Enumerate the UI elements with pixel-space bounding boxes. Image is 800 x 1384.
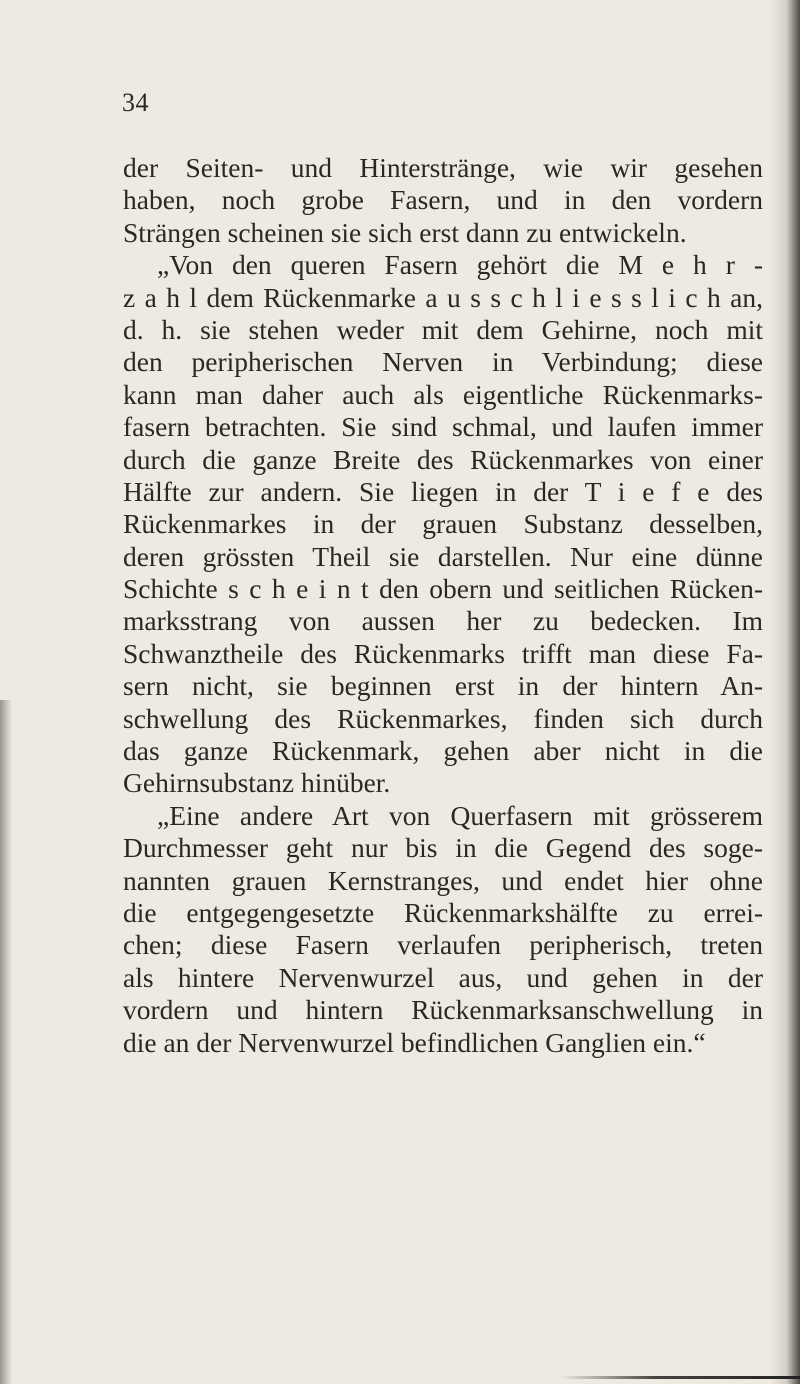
text-line: deren grössten Theil sie darstellen. Nur eine dünne	[123, 540, 763, 572]
text-line: Strängen scheinen sie sich erst dann zu entwickeln.	[123, 216, 687, 248]
text-line: fasern betrachten. Sie sind schmal, und laufen immer	[123, 411, 763, 443]
text-line: Schichte s c h e i n t den obern und seitlichen Rücken-	[123, 573, 763, 605]
page-edge-bottom	[560, 1376, 800, 1379]
text-line: marksstrang von aussen her zu bedecken. Im	[123, 605, 763, 637]
text-line: die an der Nervenwurzel befindlichen Ganglien ein.“	[123, 1026, 706, 1058]
text-line: durch die ganze Breite des Rückenmarkes von einer	[123, 443, 763, 475]
text-line: sern nicht, sie beginnen erst in der hintern An-	[123, 670, 763, 702]
text-line: schwellung des Rückenmarkes, finden sich durch	[123, 702, 763, 734]
text-line: vordern und hintern Rückenmarksanschwellung in	[123, 994, 763, 1026]
text-line: d. h. sie stehen weder mit dem Gehirne, noch mit	[123, 313, 763, 345]
body-text	[123, 152, 763, 1059]
page-edge-shadow-right	[770, 0, 800, 1384]
text-line: nannten grauen Kernstranges, und endet hier ohne	[123, 864, 763, 896]
text-line: „Eine andere Art von Querfasern mit grösserem	[157, 799, 763, 831]
text-line: die entgegengesetzte Rückenmarkshälfte zu errei-	[123, 896, 763, 928]
text-line: chen; diese Fasern verlaufen peripherisch, treten	[123, 929, 763, 961]
text-line: als hintere Nervenwurzel aus, und gehen in der	[123, 961, 763, 993]
text-line: Gehirnsubstanz hinüber.	[123, 767, 391, 799]
text-line: Hälfte zur andern. Sie liegen in der T i e f e des	[123, 475, 763, 507]
text-line: z a h l dem Rückenmarke a u s s c h l i e s s l i c h an,	[123, 281, 763, 313]
text-line: Durchmesser geht nur bis in die Gegend des soge-	[123, 832, 763, 864]
page-number: 34	[122, 88, 149, 117]
text-line: Rückenmarkes in der grauen Substanz desselben,	[123, 508, 763, 540]
text-line: das ganze Rückenmark, gehen aber nicht in die	[123, 735, 763, 767]
text-line: den peripherischen Nerven in Verbindung; diese	[123, 346, 763, 378]
text-line: haben, noch grobe Fasern, und in den vordern	[123, 184, 763, 216]
text-line: „Von den queren Fasern gehört die M e h r -	[157, 249, 763, 281]
page-edge-shadow-left	[0, 700, 12, 1384]
text-line: Schwanztheile des Rückenmarks trifft man diese Fa-	[123, 637, 763, 669]
text-line: der Seiten- und Hinterstränge, wie wir gesehen	[123, 152, 763, 183]
text-line: kann man daher auch als eigentliche Rückenmarks-	[123, 378, 763, 410]
